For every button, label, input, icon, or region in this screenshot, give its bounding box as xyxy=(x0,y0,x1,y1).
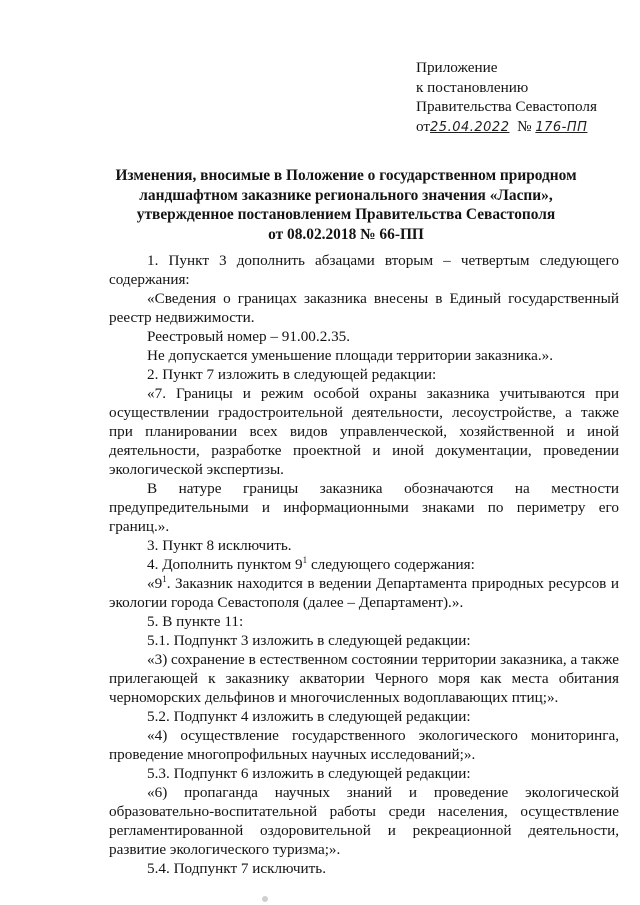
paragraph-boundary-signs: В натуре границы заказника обозначаются на местности предупредительными и информационными знаками по периметру его границ.». xyxy=(109,480,619,535)
handwritten-date: 25.04.2022 xyxy=(430,119,510,135)
date-prefix: от xyxy=(416,117,431,135)
paragraph-item-1: 1. Пункт 3 дополнить абзацами вторым – четвертым следующего содержания: xyxy=(109,252,619,288)
appendix-label: Приложение xyxy=(416,59,498,76)
paragraph-subpoint-3-text: «3) сохранение в естественном состоянии территории заказника, а также прилегающей к заказнику акватории Черного моря как места обитания черноморских дельфинов и многочисленных водоплавающих птиц;». xyxy=(109,651,619,706)
appendix-header xyxy=(416,58,631,137)
title-line-1: Изменения, вносимые в Положение о государственном природном xyxy=(115,167,577,184)
document-body xyxy=(109,251,619,878)
superscript-1: 1 xyxy=(162,574,167,584)
paragraph-item-5: 5. В пункте 11: xyxy=(147,613,244,630)
paragraph-item-5-3: 5.3. Подпункт 6 изложить в следующей редакции: xyxy=(147,765,471,782)
paragraph-subpoint-4-text: «4) осуществление государственного экологического мониторинга, проведение многопрофильных научных исследований;». xyxy=(109,727,619,763)
paragraph-item-2: 2. Пункт 7 изложить в следующей редакции: xyxy=(147,366,437,383)
paragraph-quote-registry: «Сведения о границах заказника внесены в Единый государственный реестр недвижимости. xyxy=(109,290,619,326)
appendix-government-ref: Правительства Севастополя xyxy=(416,98,597,115)
paragraph-item-4 xyxy=(109,555,619,574)
paragraph-area-restriction: Не допускается уменьшение площади территории заказника.». xyxy=(147,347,554,364)
paragraph-item-5-4: 5.4. Подпункт 7 исключить. xyxy=(147,860,327,877)
appendix-resolution-ref: к постановлению xyxy=(416,78,529,96)
paragraph-item-5-2: 5.2. Подпункт 4 изложить в следующей редакции: xyxy=(147,708,471,725)
paragraph-point-9-1-text xyxy=(109,574,619,612)
point-9-1-end: . Заказник находится в ведении Департамента природных ресурсов и экологии города Севастополя (далее – Департамент).». xyxy=(109,575,619,611)
number-sign: № xyxy=(517,117,532,135)
document-title xyxy=(60,166,632,244)
superscript-1: 1 xyxy=(302,555,308,565)
paragraph-subpoint-6-text: «6) пропаганда научных знаний и проведение экологической образовательно-воспитательной работы среди населения, осуществление регламентированной оздоровительной и рекреационной деятельности, развитие экологического туризма;». xyxy=(109,784,619,858)
title-line-4: от 08.02.2018 № 66-ПП xyxy=(268,225,424,243)
paragraph-registry-number: Реестровый номер – 91.00.2.35. xyxy=(147,328,351,345)
title-line-3: утвержденное постановлением Правительства Севастополя xyxy=(136,206,556,223)
scan-dot xyxy=(262,896,268,902)
title-line-2: ландшафтном заказнике регионального значения «Ласпи», xyxy=(139,186,553,204)
appendix-date-number-line xyxy=(416,117,631,138)
paragraph-point-7-text: «7. Границы и режим особой охраны заказника учитываются при осуществлении градостроительной деятельности, лесоустройстве, а также при планировании всех видов управленческой, хозяйственной и иной деятельности, разработке проектной и иной документации, проведении экологической экспертизы. xyxy=(109,385,619,478)
paragraph-item-5-1: 5.1. Подпункт 3 изложить в следующей редакции: xyxy=(147,632,471,649)
item-4-text-start: 4. Дополнить пунктом 9 xyxy=(147,556,303,573)
point-9-1-start: «9 xyxy=(147,575,163,592)
item-4-text-end: следующего содержания: xyxy=(307,556,475,573)
handwritten-number: 176-ПП xyxy=(535,119,588,135)
paragraph-item-3: 3. Пункт 8 исключить. xyxy=(147,537,292,554)
